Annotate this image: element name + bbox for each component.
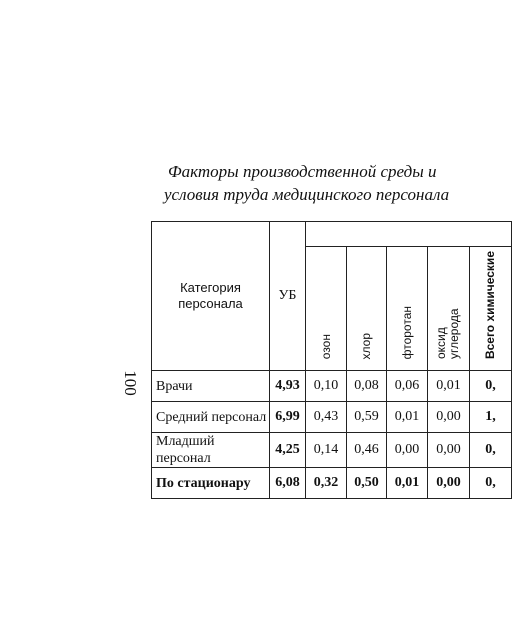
cell-value: 0,01 bbox=[387, 468, 428, 499]
cell-value: 0, bbox=[470, 433, 512, 468]
cell-ub: 6,99 bbox=[270, 402, 306, 433]
subheader-ozone: озон bbox=[318, 333, 333, 359]
page-number: 100 bbox=[121, 370, 140, 396]
row-label: По стационару bbox=[152, 468, 270, 499]
cell-value: 0,01 bbox=[387, 402, 428, 433]
cell-ub: 4,93 bbox=[270, 371, 306, 402]
cell-ub: 6,08 bbox=[270, 468, 306, 499]
title-line-2: условия труда медицинского персонала bbox=[164, 185, 450, 204]
row-label: Младший персонал bbox=[152, 433, 270, 468]
cell-value: 0, bbox=[470, 468, 512, 499]
factors-table bbox=[151, 221, 512, 499]
subheader-chlorine: хлор bbox=[359, 332, 373, 359]
subheader-cell bbox=[387, 247, 428, 371]
cell-value: 0,00 bbox=[387, 433, 428, 468]
subheader-carbon-oxide: оксид углерода bbox=[433, 308, 461, 359]
table-container bbox=[151, 221, 498, 499]
subheader-total-chemical: Всего химические bbox=[483, 250, 498, 359]
cell-value: 0,50 bbox=[347, 468, 387, 499]
cell-value: 0,06 bbox=[387, 371, 428, 402]
subheader-cell bbox=[428, 247, 470, 371]
cell-value: 0,32 bbox=[306, 468, 347, 499]
cell-value: 0,00 bbox=[428, 402, 470, 433]
header-group bbox=[306, 222, 512, 247]
table-row-total bbox=[152, 468, 512, 499]
cell-value: 0,00 bbox=[428, 468, 470, 499]
subheader-cell bbox=[347, 247, 387, 371]
cell-value: 0,43 bbox=[306, 402, 347, 433]
row-label: Врачи bbox=[152, 371, 270, 402]
table-row bbox=[152, 402, 512, 433]
header-category: Категория персонала bbox=[152, 222, 270, 371]
subheader-cell bbox=[470, 247, 512, 371]
cell-value: 0,59 bbox=[347, 402, 387, 433]
cell-value: 1, bbox=[470, 402, 512, 433]
table-row bbox=[152, 433, 512, 468]
subheader-cell bbox=[306, 247, 347, 371]
title-line-1: Факторы производственной среды и bbox=[168, 162, 437, 181]
cell-value: 0,00 bbox=[428, 433, 470, 468]
cell-value: 0,46 bbox=[347, 433, 387, 468]
page-title bbox=[164, 160, 450, 206]
row-label: Средний персонал bbox=[152, 402, 270, 433]
cell-value: 0,10 bbox=[306, 371, 347, 402]
header-row-top bbox=[152, 222, 512, 247]
header-ub: УБ bbox=[270, 222, 306, 371]
subheader-fluorotane: фторотан bbox=[399, 305, 414, 359]
cell-value: 0, bbox=[470, 371, 512, 402]
cell-value: 0,08 bbox=[347, 371, 387, 402]
table-row bbox=[152, 371, 512, 402]
cell-ub: 4,25 bbox=[270, 433, 306, 468]
cell-value: 0,01 bbox=[428, 371, 470, 402]
cell-value: 0,14 bbox=[306, 433, 347, 468]
